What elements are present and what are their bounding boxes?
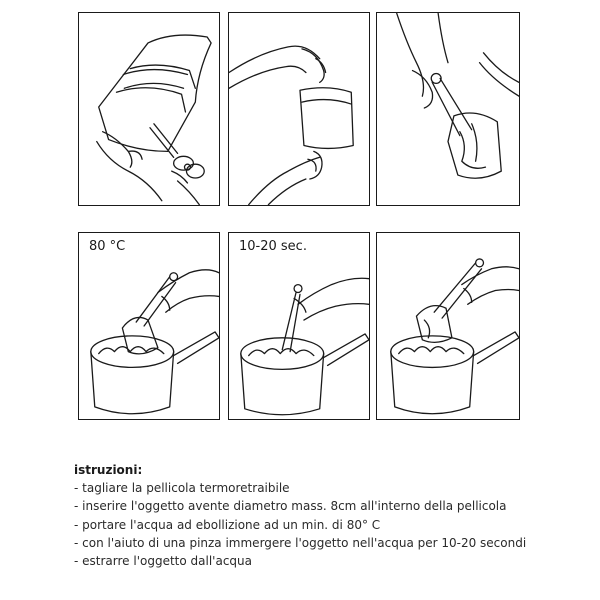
panel-immerse-object xyxy=(228,232,370,420)
instruction-step: - estrarre l'oggetto dall'acqua xyxy=(74,552,574,570)
temperature-caption: 80 °C xyxy=(89,239,126,254)
holding-tongs-icon xyxy=(377,13,519,205)
cutting-film-icon xyxy=(79,13,219,205)
instruction-step: - tagliare la pellicola termoretraibile xyxy=(74,479,574,497)
instructions-list xyxy=(74,479,574,570)
panel-insert-object xyxy=(228,12,370,206)
panel-hold-tongs xyxy=(376,12,520,206)
extracting-object-icon xyxy=(377,233,519,419)
heating-pot-icon xyxy=(79,233,219,419)
inserting-object-icon xyxy=(229,13,369,205)
instruction-step: - inserire l'oggetto avente diametro mass. 8cm all'interno della pellicola xyxy=(74,497,574,515)
panel-extract-object xyxy=(376,232,520,420)
instructions-heading: istruzioni: xyxy=(74,463,143,477)
instructions-block xyxy=(74,461,574,570)
immersing-object-icon xyxy=(229,233,369,419)
instruction-step: - con l'aiuto di una pinza immergere l'oggetto nell'acqua per 10-20 secondi xyxy=(74,534,574,552)
instruction-step: - portare l'acqua ad ebollizione ad un min. di 80° C xyxy=(74,516,574,534)
panel-heat-pot xyxy=(78,232,220,420)
time-caption: 10-20 sec. xyxy=(239,239,307,254)
panel-cut-film xyxy=(78,12,220,206)
